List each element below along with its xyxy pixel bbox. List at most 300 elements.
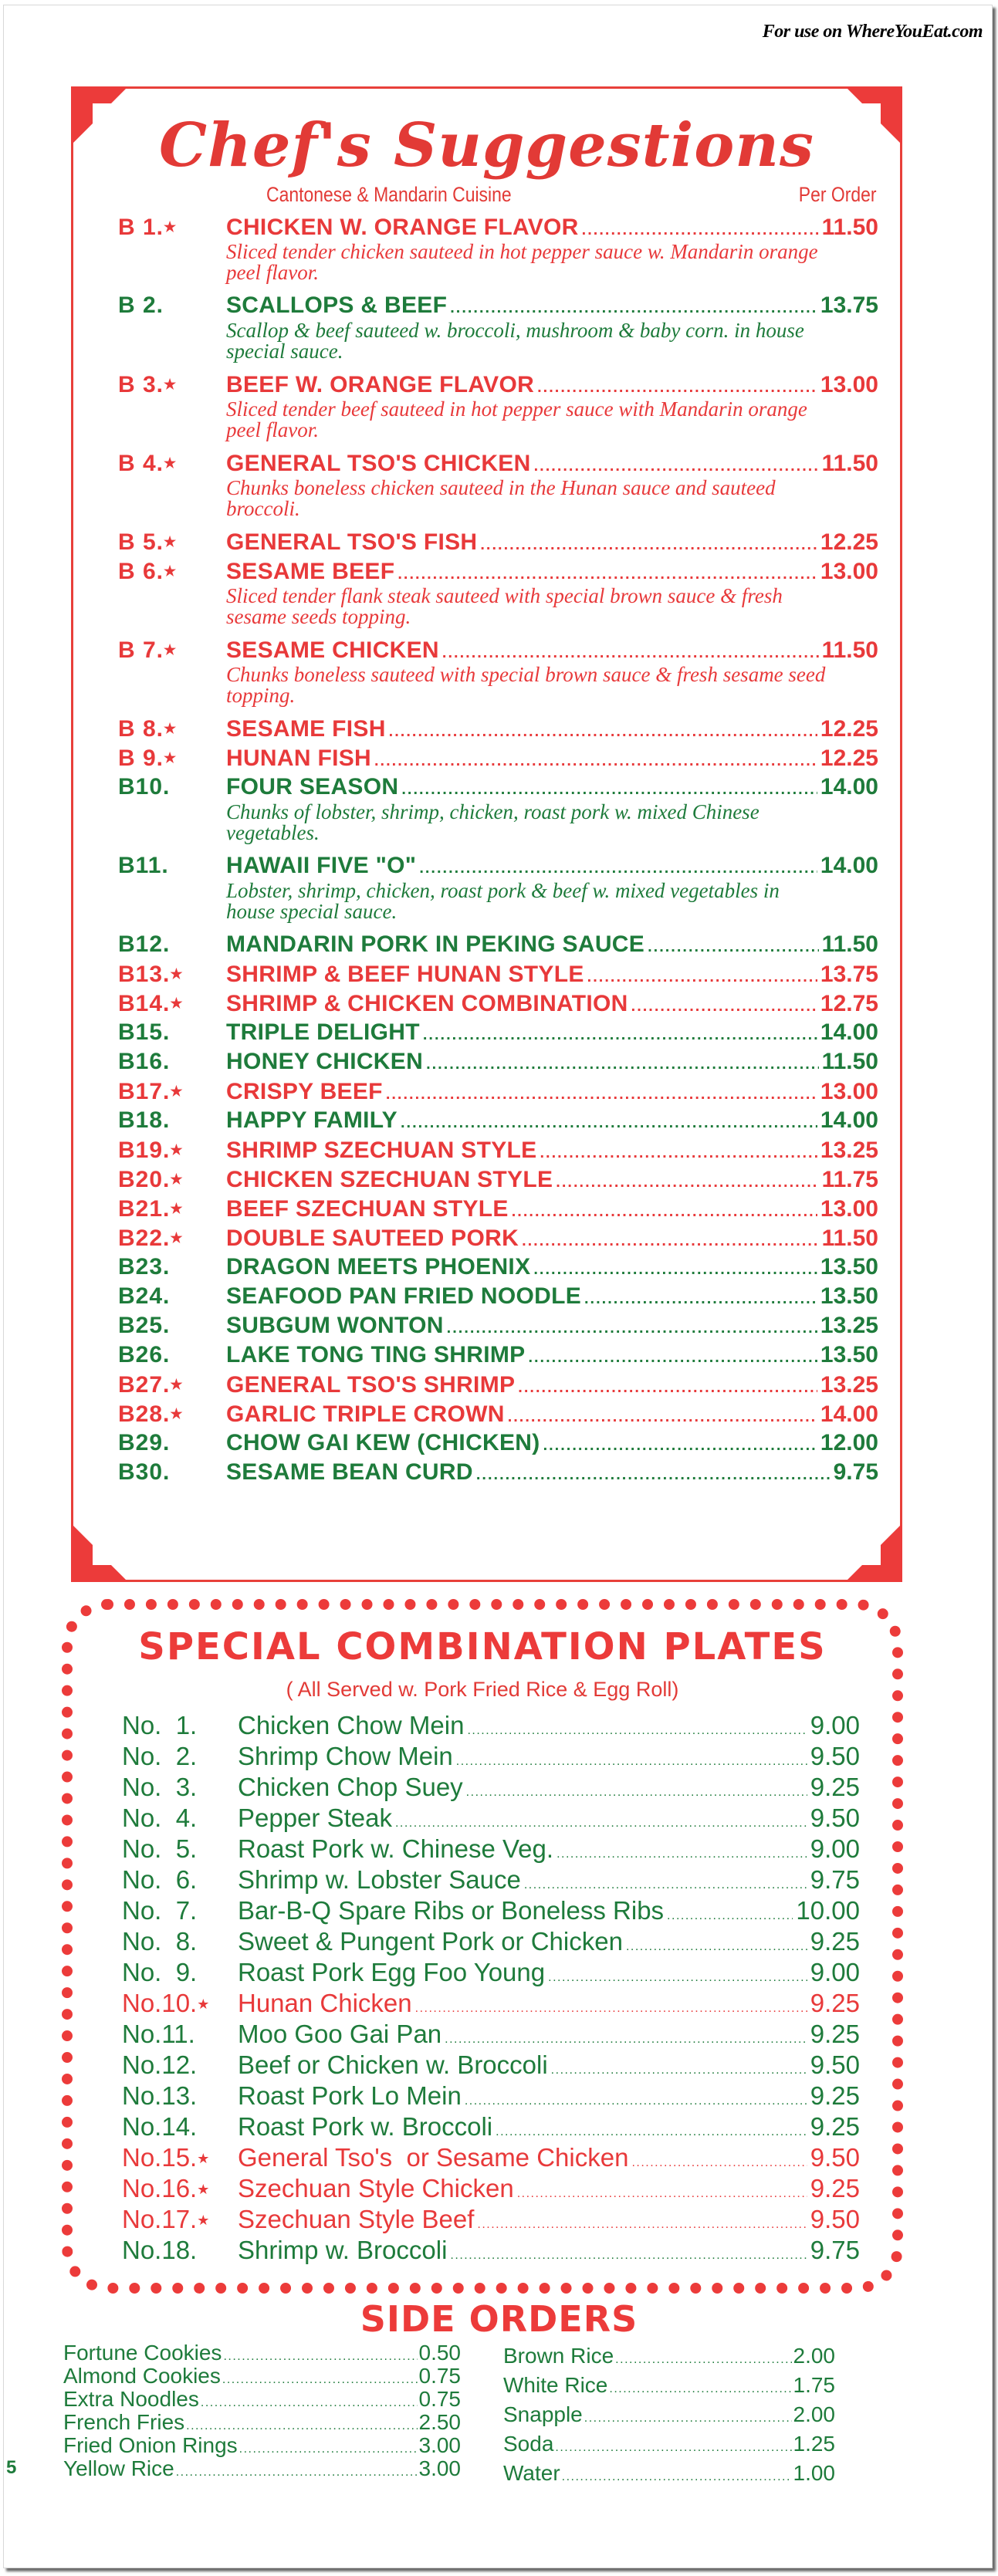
spicy-star-icon: ★ [197, 2151, 210, 2166]
item-code-text: B 3. [118, 372, 164, 397]
item-price: 9.50 [810, 1804, 860, 1832]
section-title: Chef's Suggestions [159, 110, 814, 181]
item-name: SUBGUM WONTON [226, 1313, 444, 1338]
side-orders-left-column [63, 2341, 461, 2480]
menu-item [118, 1340, 878, 1370]
dot-leader [466, 1777, 807, 1808]
item-code [122, 1710, 238, 1741]
dot-leader [557, 1839, 807, 1870]
dot-leader [222, 2368, 418, 2392]
menu-item-row [118, 527, 878, 556]
item-price: 9.25 [810, 2174, 860, 2202]
menu-item [118, 743, 878, 772]
menu-item [118, 635, 878, 714]
item-code [118, 1458, 226, 1487]
item-code-text: B11. [118, 853, 169, 878]
item-price: 9.75 [833, 1459, 878, 1485]
item-code [118, 1077, 226, 1107]
menu-item [118, 1018, 878, 1047]
menu-item-row [118, 1340, 878, 1370]
dot-leader [176, 2461, 418, 2484]
menu-item [118, 1077, 878, 1106]
item-code [118, 291, 226, 320]
menu-item-row [118, 1106, 878, 1135]
item-code [122, 1988, 238, 2020]
item-code-text: B15. [118, 1019, 171, 1045]
page-number: 5 [6, 2457, 17, 2478]
item-name: SESAME CHICKEN [226, 637, 439, 663]
item-name: Fortune Cookies [63, 2341, 222, 2365]
item-price: 9.50 [810, 1742, 860, 1770]
chef-item-list [118, 212, 878, 1487]
item-code-text: B10. [118, 774, 171, 800]
item-code [118, 1399, 226, 1429]
item-name: Shrimp Chow Mein [238, 1742, 453, 1770]
dot-leader [528, 1343, 817, 1372]
item-name: Bar-B-Q Spare Ribs or Boneless Ribs [238, 1896, 665, 1925]
spicy-star-icon: ★ [170, 1230, 184, 1246]
dot-leader [467, 1716, 807, 1746]
item-code [118, 743, 226, 773]
item-code-text: B30. [118, 1459, 171, 1485]
chef-suggestions-section [71, 86, 902, 1582]
spicy-star-icon: ★ [164, 721, 178, 736]
item-code-text: B29. [118, 1430, 171, 1455]
menu-item [118, 1458, 878, 1487]
dot-leader [426, 1050, 819, 1079]
item-code [122, 1926, 238, 1957]
item-price: 11.50 [821, 637, 878, 663]
menu-item-row [118, 1370, 878, 1399]
item-code-text: B23. [118, 1254, 171, 1280]
item-name: Beef or Chicken w. Broccoli [238, 2050, 548, 2079]
spicy-star-icon: ★ [164, 750, 178, 766]
item-code-text: No.17. [122, 2205, 198, 2233]
dot-leader [512, 1197, 817, 1226]
item-code-text: B16. [118, 1049, 171, 1074]
spicy-star-icon: ★ [170, 1201, 184, 1216]
item-name: Roast Pork w. Chinese Veg. [238, 1834, 554, 1863]
item-code [118, 1340, 226, 1370]
item-name: Szechuan Style Beef [238, 2205, 475, 2233]
item-code [122, 2081, 238, 2111]
menu-item [118, 1311, 878, 1340]
item-name: SHRIMP SZECHUAN STYLE [226, 1138, 537, 1163]
item-code-text: B 7. [118, 637, 164, 663]
item-price: 13.25 [820, 1138, 878, 1163]
item-name: CHOW GAI KEW (CHICKEN) [226, 1430, 540, 1455]
item-price: 9.25 [810, 2112, 860, 2141]
item-name: HONEY CHICKEN [226, 1049, 424, 1074]
menu-item-row [118, 291, 878, 320]
item-code-text: B27. [118, 1372, 171, 1398]
combination-plates-section [62, 1599, 903, 2294]
item-code [118, 212, 226, 242]
item-price: 11.50 [821, 1049, 878, 1074]
item-name: HUNAN FISH [226, 745, 371, 771]
menu-item-row [118, 714, 878, 743]
menu-item-row [118, 1194, 878, 1223]
side-order-item [503, 2371, 835, 2400]
dot-leader [648, 932, 819, 962]
menu-item [118, 1370, 878, 1399]
item-name: Roast Pork w. Broccoli [238, 2112, 493, 2141]
item-name: HAWAII FIVE "O" [226, 853, 417, 878]
menu-item [118, 370, 878, 448]
menu-item-row [118, 1077, 878, 1106]
item-code-text: B21. [118, 1196, 171, 1222]
item-price: 10.00 [796, 1896, 860, 1925]
item-code-text: No.13. [122, 2081, 198, 2110]
item-code [118, 714, 226, 744]
item-name: BEEF W. ORANGE FLAVOR [226, 372, 535, 397]
spicy-star-icon: ★ [164, 563, 178, 579]
item-price: 12.00 [820, 1430, 878, 1455]
item-price: 11.50 [821, 1225, 878, 1251]
item-code-text: No.16. [122, 2174, 198, 2202]
item-code-text: B26. [118, 1342, 171, 1367]
item-name: Chicken Chop Suey [238, 1773, 463, 1801]
dot-leader [517, 2179, 807, 2209]
item-code-text: No. 7. [122, 1896, 198, 1925]
item-name: MANDARIN PORK IN PEKING SAUCE [226, 931, 645, 957]
spicy-star-icon: ★ [197, 2213, 210, 2228]
spicy-star-icon: ★ [170, 1083, 184, 1099]
item-price: 1.75 [793, 2373, 835, 2397]
dot-leader [615, 2345, 791, 2375]
item-name: GENERAL TSO'S FISH [226, 529, 478, 555]
item-description: Lobster, shrimp, chicken, roast pork & beef w. mixed vegetables in house special sauce. [226, 879, 780, 923]
item-code-text: B14. [118, 991, 171, 1016]
menu-item-row [118, 1047, 878, 1077]
item-price: 13.50 [820, 1283, 878, 1309]
dot-leader [508, 1402, 817, 1432]
combo-item-list [122, 1710, 860, 2266]
item-description: Sliced tender flank steak sauteed with special brown sauce & fresh sesame seeds topping. [226, 584, 783, 628]
menu-item [118, 989, 878, 1018]
item-price: 12.75 [820, 991, 878, 1016]
dot-leader [389, 717, 817, 746]
item-name: GARLIC TRIPLE CROWN [226, 1401, 505, 1427]
menu-item [118, 1253, 878, 1282]
item-description: Chunks of lobster, shrimp, chicken, roast pork w. mixed Chinese vegetables. [226, 800, 759, 844]
menu-item-row [118, 1399, 878, 1428]
item-price: 3.00 [418, 2456, 461, 2480]
item-price: 2.00 [793, 2402, 835, 2426]
item-name: Snapple [503, 2402, 583, 2426]
menu-item [118, 1047, 878, 1077]
menu-item-row [118, 1253, 878, 1282]
item-code-text: B 1. [118, 215, 164, 240]
item-name: GENERAL TSO'S SHRIMP [226, 1372, 516, 1398]
side-order-item [503, 2341, 835, 2371]
dot-leader [543, 1431, 817, 1460]
item-name: CRISPY BEEF [226, 1079, 383, 1104]
side-orders-title: SIDE ORDERS [360, 2298, 638, 2340]
spicy-star-icon: ★ [170, 966, 184, 982]
menu-item-row [118, 930, 878, 959]
dot-leader [587, 962, 817, 992]
dot-leader [551, 2055, 807, 2086]
item-code-text: No.12. [122, 2050, 198, 2079]
menu-item-row [118, 1282, 878, 1311]
item-code [118, 1223, 226, 1253]
item-name: CHICKEN SZECHUAN STYLE [226, 1167, 553, 1192]
item-name: SCALLOPS & BEEF [226, 292, 448, 318]
menu-item-row [118, 1458, 878, 1487]
item-price: 13.75 [820, 292, 878, 318]
dot-leader [533, 1255, 817, 1284]
item-description: Chunks boneless chicken sauteed in the Hunan sauce and sauteed broccoli. [226, 476, 776, 520]
item-name: FOUR SEASON [226, 774, 399, 800]
item-name: Almond Cookies [63, 2364, 221, 2388]
menu-item-row [118, 851, 878, 881]
item-code [122, 1803, 238, 1834]
item-name: DRAGON MEETS PHOENIX [226, 1254, 531, 1280]
menu-item [118, 448, 878, 527]
spicy-star-icon: ★ [170, 1142, 184, 1158]
side-order-item [63, 2411, 461, 2434]
menu-item-row [118, 1223, 878, 1253]
side-order-item [63, 2388, 461, 2411]
menu-item-row [118, 370, 878, 399]
dot-leader [480, 530, 817, 559]
item-code-text: No.10. [122, 1989, 198, 2017]
item-name: General Tso's or Sesame Chicken [238, 2143, 629, 2172]
item-name: BEEF SZECHUAN STYLE [226, 1196, 509, 1222]
side-order-item [503, 2429, 835, 2459]
dot-leader [450, 2240, 807, 2271]
item-name: CHICKEN W. ORANGE FLAVOR [226, 215, 579, 240]
side-order-item [63, 2341, 461, 2365]
spicy-star-icon: ★ [197, 1996, 210, 2012]
dot-leader [584, 2404, 792, 2433]
spicy-star-icon: ★ [170, 996, 184, 1011]
section-title: SPECIAL COMBINATION PLATES [138, 1625, 827, 1668]
item-name: Roast Pork Lo Mein [238, 2081, 462, 2110]
item-code-text: B 9. [118, 745, 164, 771]
item-price: 9.75 [810, 1865, 860, 1894]
item-name: Szechuan Style Chicken [238, 2174, 514, 2202]
item-price: 9.25 [810, 1989, 860, 2017]
dot-leader [631, 2148, 807, 2179]
corner-ornament-icon [71, 1525, 128, 1582]
menu-item [118, 556, 878, 635]
item-code-text: B28. [118, 1401, 171, 1427]
side-order-item [63, 2434, 461, 2457]
item-price: 9.00 [810, 1711, 860, 1739]
item-code-text: B18. [118, 1107, 171, 1133]
dot-leader [239, 2438, 418, 2461]
section-subtitle: ( All Served w. Pork Fried Rice & Egg Roll) [286, 1678, 679, 1701]
item-description: Sliced tender chicken sauteed in hot pepper sauce w. Mandarin orange peel flavor. [226, 240, 818, 284]
menu-item-row [118, 1428, 878, 1458]
dot-leader [201, 2392, 418, 2415]
menu-item-row [118, 212, 878, 242]
item-code-text: No. 2. [122, 1742, 198, 1770]
side-order-item [503, 2400, 835, 2429]
item-name: SHRIMP & BEEF HUNAN STYLE [226, 962, 584, 987]
item-code-text: B20. [118, 1167, 171, 1192]
spicy-star-icon: ★ [164, 642, 178, 658]
item-code [122, 1741, 238, 1772]
item-code [122, 1895, 238, 1926]
menu-item [118, 930, 878, 959]
item-name: Sweet & Pungent Pork or Chicken [238, 1927, 623, 1956]
dot-leader [556, 1168, 818, 1197]
item-code-text: B22. [118, 1225, 171, 1251]
side-order-item [503, 2459, 835, 2488]
dot-leader [465, 2086, 807, 2117]
item-code-text: B 2. [118, 292, 164, 318]
dot-leader [667, 1901, 793, 1932]
item-code [118, 1253, 226, 1282]
item-code-text: No. 8. [122, 1927, 198, 1956]
item-code [118, 556, 226, 587]
item-price: 14.00 [820, 774, 878, 800]
item-code [118, 448, 226, 478]
dot-leader [476, 1460, 831, 1489]
item-code [118, 772, 226, 802]
item-code-text: No.11. [122, 2020, 195, 2048]
item-code-text: No.15. [122, 2143, 198, 2172]
item-price: 9.75 [810, 2236, 860, 2264]
side-orders-right-column [503, 2341, 835, 2488]
dot-leader [609, 2375, 791, 2404]
dot-leader [626, 1932, 807, 1962]
item-name: Brown Rice [503, 2344, 614, 2368]
dot-leader [584, 1284, 817, 1313]
item-code [118, 851, 226, 881]
item-description: Chunks boneless sauteed with special brown sauce & fresh sesame seed topping. [226, 663, 826, 707]
item-price: 13.00 [820, 1196, 878, 1222]
item-price: 13.50 [820, 1342, 878, 1367]
item-code-text: No. 1. [122, 1711, 198, 1739]
cuisine-subtitle: Cantonese & Mandarin Cuisine [266, 183, 512, 206]
side-order-item [63, 2457, 461, 2480]
spicy-star-icon: ★ [197, 2182, 210, 2197]
item-name: GENERAL TSO'S CHICKEN [226, 451, 531, 476]
corner-ornament-icon [845, 1525, 902, 1582]
menu-item [118, 714, 878, 743]
menu-item-row [118, 1135, 878, 1165]
item-price: 13.00 [820, 559, 878, 584]
combo-item [122, 1710, 860, 1741]
menu-item-row [118, 989, 878, 1018]
dot-leader [223, 2345, 417, 2368]
item-price: 14.00 [820, 1401, 878, 1427]
item-price: 12.25 [820, 745, 878, 771]
item-code [122, 1834, 238, 1864]
spicy-star-icon: ★ [164, 534, 178, 549]
dot-leader [447, 1313, 817, 1343]
dot-leader [540, 1138, 817, 1168]
menu-item [118, 1223, 878, 1253]
spicy-star-icon: ★ [164, 455, 178, 471]
dot-leader [386, 1080, 817, 1109]
item-code-text: B25. [118, 1313, 171, 1338]
item-code [122, 1864, 238, 1895]
item-code [118, 1018, 226, 1047]
item-name: Extra Noodles [63, 2387, 199, 2411]
item-name: Fried Onion Rings [63, 2433, 238, 2457]
item-code-text: No. 4. [122, 1804, 198, 1832]
menu-item [118, 1135, 878, 1165]
item-price: 13.00 [820, 1079, 878, 1104]
menu-item [118, 527, 878, 556]
menu-item-row [118, 556, 878, 586]
item-code-text: B24. [118, 1283, 171, 1309]
item-code [118, 989, 226, 1019]
item-name: DOUBLE SAUTEED PORK [226, 1225, 519, 1251]
item-code [118, 1106, 226, 1135]
item-name: French Fries [63, 2410, 185, 2434]
spicy-star-icon: ★ [170, 1377, 184, 1392]
item-price: 0.50 [418, 2341, 461, 2365]
dot-leader [415, 1993, 807, 2024]
item-name: White Rice [503, 2373, 608, 2397]
item-name: HAPPY FAMILY [226, 1107, 398, 1133]
item-name: Yellow Rice [63, 2456, 174, 2480]
menu-item [118, 1428, 878, 1458]
item-code [118, 1135, 226, 1165]
item-name: SESAME FISH [226, 716, 386, 742]
side-order-item [63, 2365, 461, 2388]
item-code [122, 2173, 238, 2205]
item-price: 0.75 [418, 2364, 461, 2388]
dot-leader [631, 992, 817, 1021]
item-code [118, 1282, 226, 1311]
item-price: 9.00 [810, 1958, 860, 1986]
item-code-text: B 5. [118, 529, 164, 555]
item-code-text: B 4. [118, 451, 164, 476]
item-price: 11.50 [821, 215, 878, 240]
item-price: 2.50 [418, 2410, 461, 2434]
item-price: 13.00 [820, 372, 878, 397]
dot-leader [374, 746, 817, 776]
item-name: SHRIMP & CHICKEN COMBINATION [226, 991, 628, 1016]
menu-item-row [118, 1165, 878, 1194]
item-code [118, 1165, 226, 1195]
item-price: 14.00 [820, 1019, 878, 1045]
menu-item-row [118, 743, 878, 772]
item-name: Hunan Chicken [238, 1989, 412, 2017]
item-code-text: No.18. [122, 2236, 198, 2264]
item-code-text: No. 3. [122, 1773, 198, 1801]
item-code-text: No.14. [122, 2112, 198, 2141]
item-price: 2.00 [793, 2344, 835, 2368]
item-price: 12.25 [820, 716, 878, 742]
item-name: Shrimp w. Lobster Sauce [238, 1865, 521, 1894]
item-code [122, 2204, 238, 2236]
item-price: 9.25 [810, 2020, 860, 2048]
menu-item [118, 959, 878, 989]
dot-leader [423, 1020, 817, 1050]
item-code [118, 1428, 226, 1458]
spicy-star-icon: ★ [170, 1406, 184, 1422]
price-column-header: Per Order [799, 183, 877, 206]
dot-leader [555, 2433, 791, 2463]
dot-leader [562, 2463, 792, 2492]
item-price: 3.00 [418, 2433, 461, 2457]
item-price: 9.00 [810, 1834, 860, 1863]
item-code-text: No. 5. [122, 1834, 198, 1863]
item-price: 11.75 [821, 1167, 878, 1192]
item-price: 11.50 [821, 451, 878, 476]
item-code [122, 2235, 238, 2266]
menu-item-row [118, 635, 878, 664]
item-code [118, 1311, 226, 1340]
